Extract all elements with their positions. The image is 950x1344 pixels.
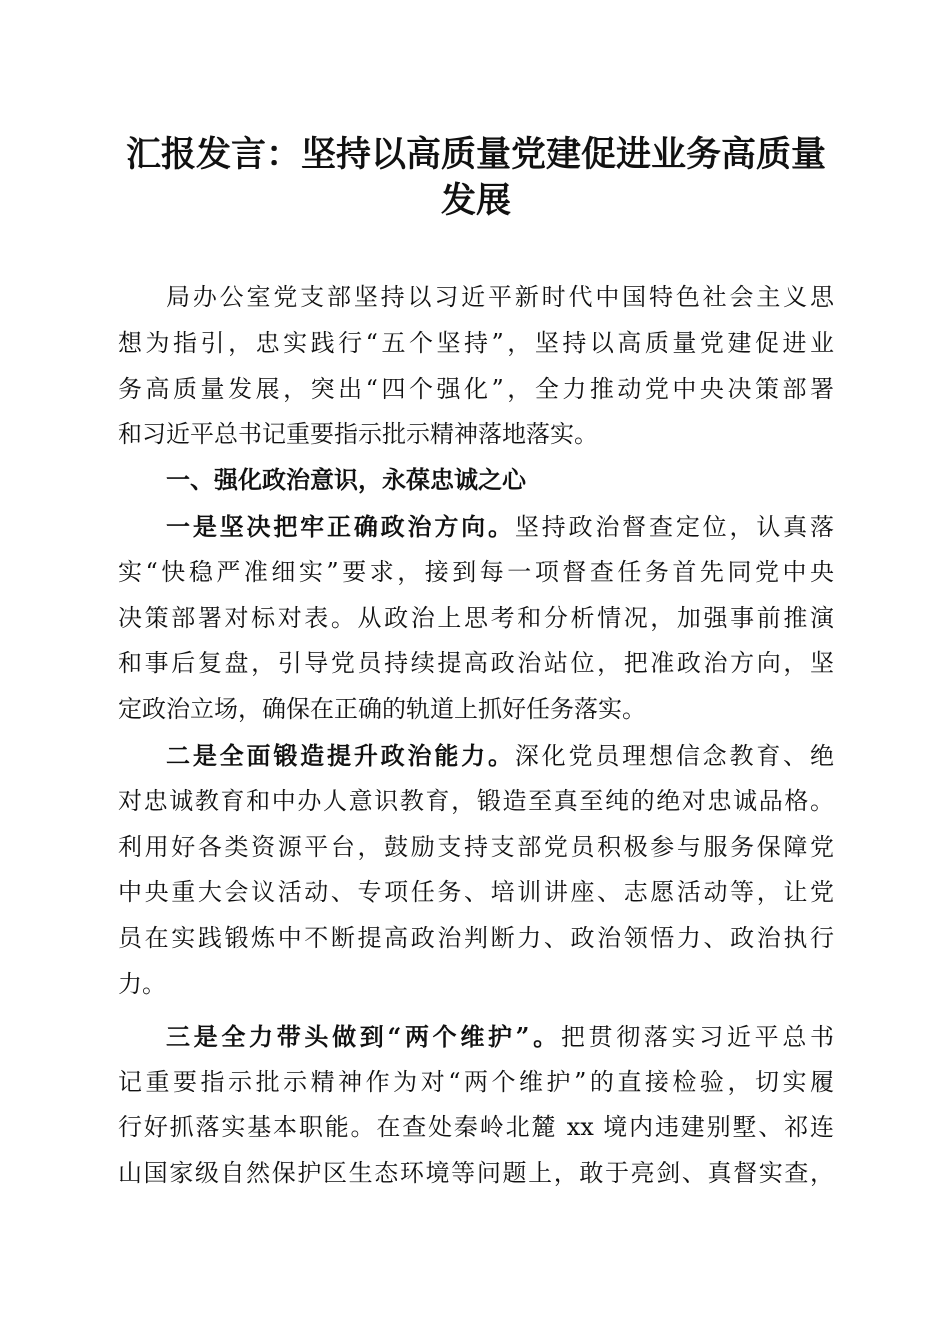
paragraph-1-rest: 坚持政治督查定位，认真落 — [514, 512, 835, 541]
paragraph-2-line: 力。 — [118, 969, 166, 998]
paragraph-3-first-line — [118, 1014, 834, 1060]
paragraph-2-line: 中央重大会议活动、专项任务、培训讲座、志愿活动等，让党 — [118, 878, 834, 907]
paragraph-2-line: 对忠诚教育和中办人意识教育，锻造至真至纯的绝对忠诚品格。 — [118, 786, 834, 815]
intro-line: 局办公室党支部坚持以习近平新时代中国特色社会主义思 — [166, 283, 834, 311]
paragraph-1-line: 决策部署对标对表。从政治上思考和分析情况，加强事前推演 — [118, 603, 834, 632]
paragraph-2-lead: 二是全面锻造提升政治能力。 — [166, 740, 515, 770]
paragraph-1-first-line — [118, 504, 834, 550]
intro-line: 务高质量发展，突出“四个强化”，全力推动党中央决策部署 — [118, 374, 834, 403]
paragraph-1-line: 和事后复盘，引导党员持续提高政治站位，把准政治方向，坚 — [118, 649, 834, 678]
title-line-1: 汇报发言：坚持以高质量党建促进业务高质量 — [125, 135, 826, 175]
paragraph-1-line: 实“快稳严准细实”要求，接到每一项督查任务首先同党中央 — [118, 557, 834, 586]
paragraph-3-line: 记重要指示批示精神作为对“两个维护”的直接检验，切实履 — [118, 1067, 834, 1096]
paragraph-1-lead: 一是坚决把牢正确政治方向。 — [166, 511, 515, 541]
paragraph-3-lead: 三是全力带头做到“两个维护”。 — [166, 1021, 561, 1051]
document-title — [118, 132, 834, 224]
document-body — [118, 275, 834, 1197]
paragraph-3-rest: 把贯彻落实习近平总书 — [560, 1022, 835, 1051]
section-heading: 一、强化政治意识，永葆忠诚之心 — [166, 466, 526, 495]
paragraph-2-line: 利用好各类资源平台，鼓励支持支部党员积极参与服务保障党 — [118, 832, 834, 861]
paragraph-2-line: 员在实践锻炼中不断提高政治判断力、政治领悟力、政治执行 — [118, 924, 834, 953]
intro-line: 想为指引，忠实践行“五个坚持”，坚持以高质量党建促进业 — [118, 328, 834, 357]
paragraph-2-first-line — [118, 733, 834, 779]
paragraph-1-line: 定政治立场，确保在正确的轨道上抓好任务落实。 — [118, 695, 646, 724]
paragraph-3-line: 行好抓落实基本职能。在查处秦岭北麓 xx 境内违建别墅、祁连 — [118, 1113, 834, 1142]
title-line-2: 发展 — [440, 181, 511, 221]
paragraph-3-line: 山国家级自然保护区生态环境等问题上，敢于亮剑、真督实查， — [118, 1159, 834, 1188]
intro-line: 和习近平总书记重要指示批示精神落地落实。 — [118, 420, 598, 449]
paragraph-2-rest: 深化党员理想信念教育、绝 — [514, 741, 835, 770]
